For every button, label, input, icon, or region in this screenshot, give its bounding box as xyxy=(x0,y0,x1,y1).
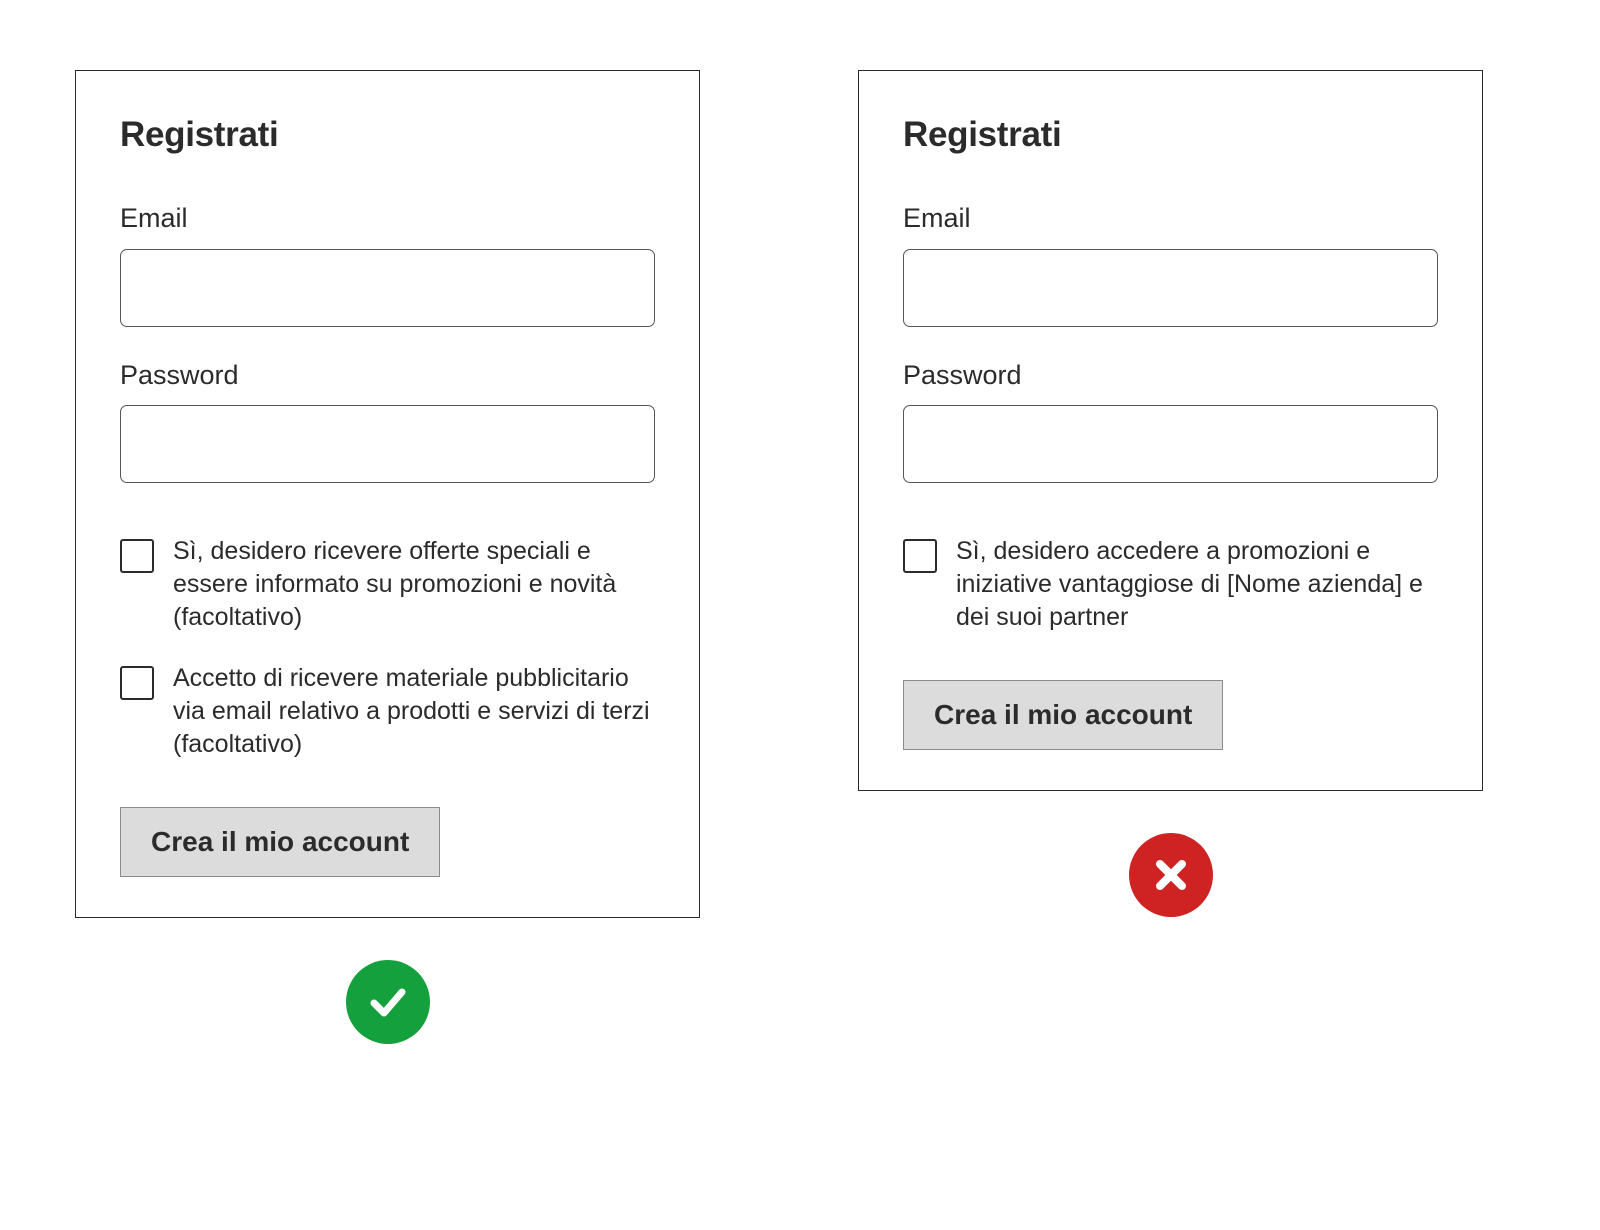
password-field-group xyxy=(903,361,1438,484)
email-input[interactable] xyxy=(903,249,1438,327)
signup-form-card-bad xyxy=(858,70,1483,791)
example-good xyxy=(75,70,700,1044)
page-title: Registrati xyxy=(903,115,1062,154)
spacer xyxy=(120,789,655,793)
checkbox-unchecked-icon[interactable] xyxy=(903,539,937,573)
password-input[interactable] xyxy=(903,405,1438,483)
consent-checkbox-label-2: Accetto di ricevere materiale pubblicitario via email relativo a prodotti e servizi di terzi (facoltativo) xyxy=(173,664,650,759)
example-bad xyxy=(858,70,1483,917)
spacer xyxy=(903,662,1438,666)
password-input[interactable] xyxy=(120,405,655,483)
verdict-badge-good xyxy=(346,960,430,1044)
checkbox-unchecked-icon[interactable] xyxy=(120,666,154,700)
consent-checkbox-label-1: Sì, desidero ricevere offerte speciali e essere informato su promozioni e novità (facoltativo) xyxy=(173,537,617,632)
email-label: Email xyxy=(120,203,188,233)
signup-form-card-good xyxy=(75,70,700,918)
email-field-group xyxy=(120,204,655,327)
password-label: Password xyxy=(903,359,1022,390)
create-account-button[interactable]: Crea il mio account xyxy=(903,680,1223,750)
email-field-group xyxy=(903,204,1438,327)
create-account-button[interactable]: Crea il mio account xyxy=(120,807,440,877)
consent-checkbox-row-1[interactable] xyxy=(120,535,655,634)
x-circle-icon xyxy=(1148,852,1194,898)
check-circle-icon xyxy=(363,977,413,1027)
page-title: Registrati xyxy=(120,115,279,154)
consent-checkbox-row-1[interactable] xyxy=(903,535,1438,634)
password-label: Password xyxy=(120,359,239,390)
consent-checkbox-label-1: Sì, desidero accedere a promozioni e iniziative vantaggiose di [Nome azienda] e dei suoi partner xyxy=(956,537,1423,632)
consent-checkbox-row-2[interactable] xyxy=(120,662,655,761)
verdict-badge-bad xyxy=(1129,833,1213,917)
email-input[interactable] xyxy=(120,249,655,327)
password-field-group xyxy=(120,361,655,484)
checkbox-unchecked-icon[interactable] xyxy=(120,539,154,573)
email-label: Email xyxy=(903,203,971,233)
